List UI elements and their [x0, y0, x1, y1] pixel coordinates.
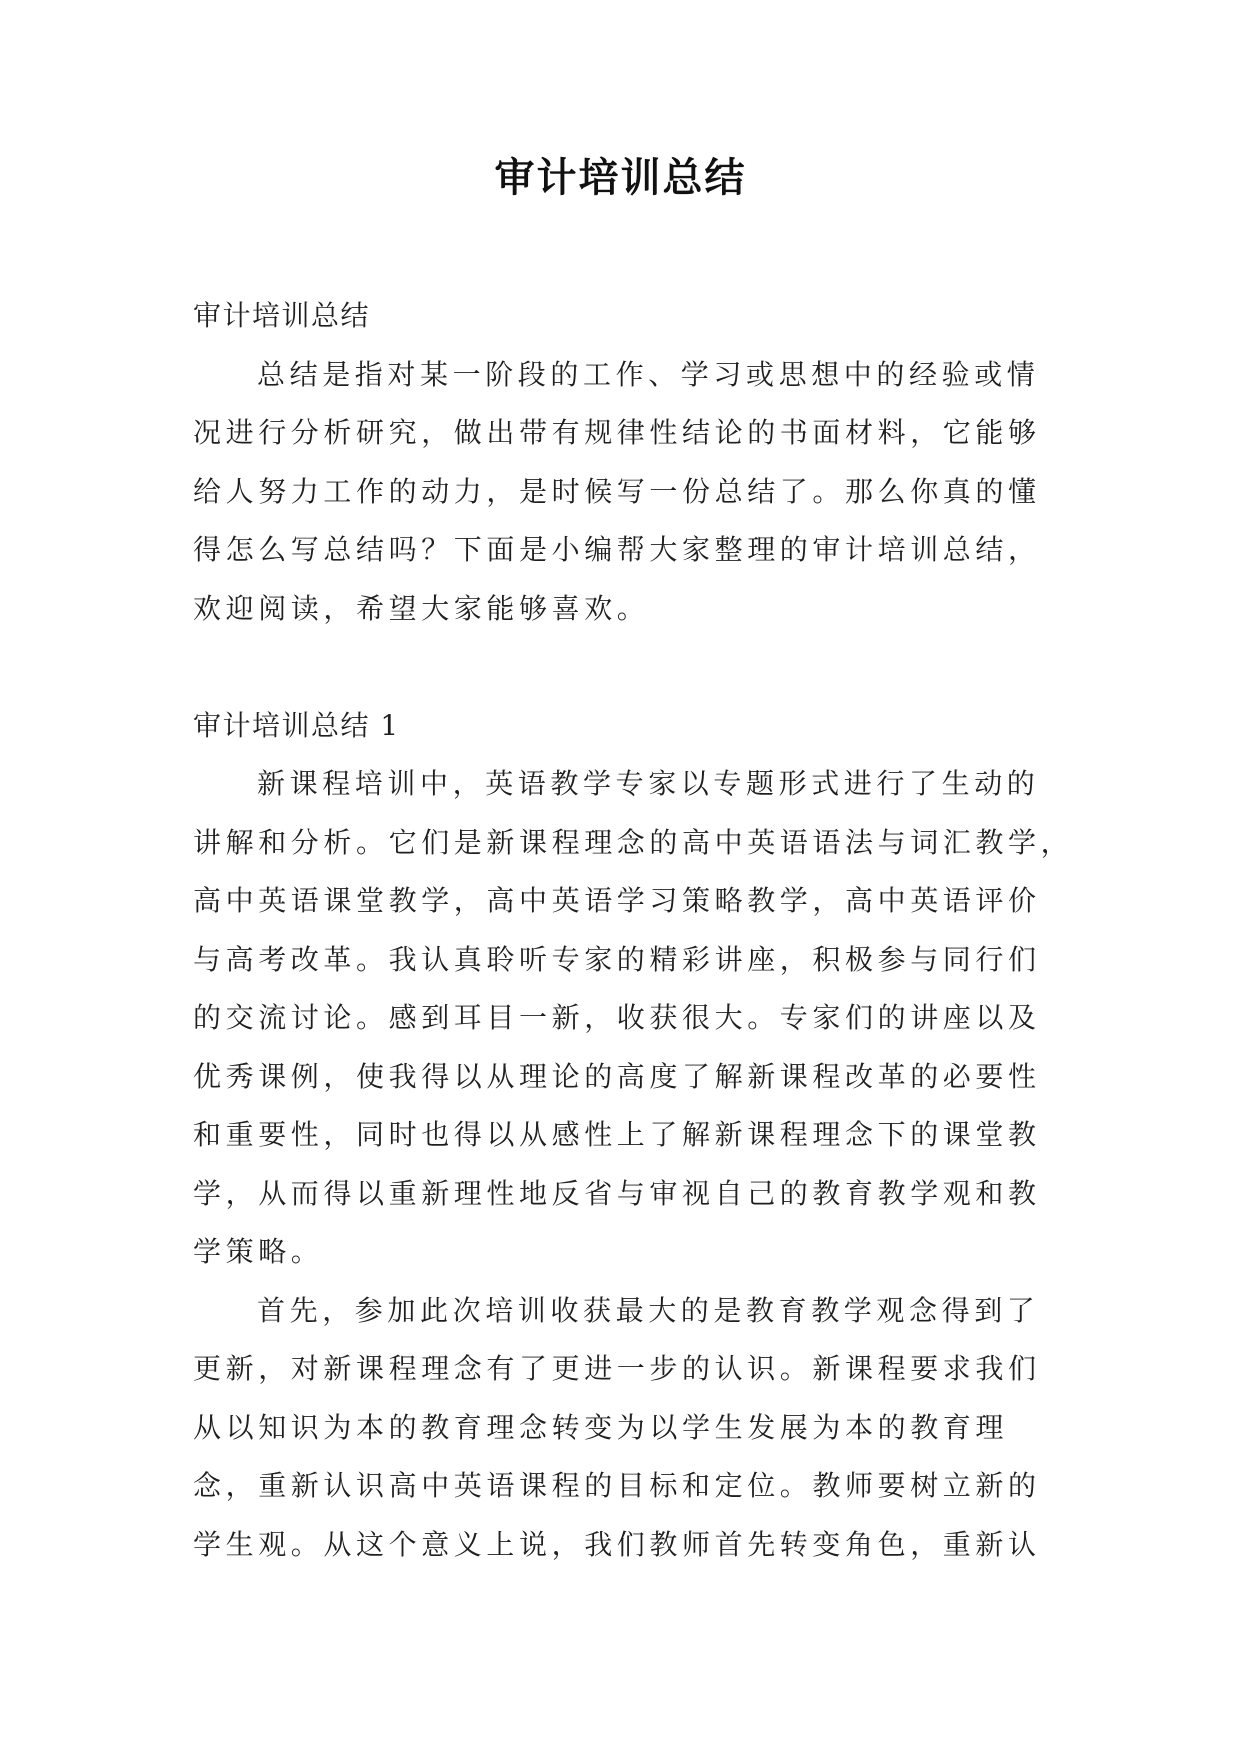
paragraph-2-line: 学生观。从这个意义上说，我们教师首先转变角色，重新认: [193, 1527, 1041, 1561]
document-title: 审计培训总结: [494, 154, 747, 201]
paragraph-1-line: 与高考改革。我认真聆听专家的精彩讲座，积极参与同行们: [193, 942, 1041, 976]
intro-line: 况进行分析研究，做出带有规律性结论的书面材料，它能够: [193, 416, 1041, 449]
paragraph-1-line: 高中英语课堂教学，高中英语学习策略教学，高中英语评价: [193, 884, 1041, 917]
intro-line: 总结是指对某一阶段的工作、学习或思想中的经验或情: [257, 357, 1040, 391]
paragraph-2-line: 从以知识为本的教育理念转变为以学生发展为本的教育理: [193, 1410, 1009, 1444]
blank-line: [193, 638, 1063, 697]
paragraph-1-line: 的交流讨论。感到耳目一新，收获很大。专家们的讲座以及: [193, 1001, 1041, 1034]
intro-line: 欢迎阅读，希望大家能够喜欢。: [193, 591, 650, 625]
paragraph-1-line: 和重要性，同时也得以从感性上了解新课程理念下的课堂教: [193, 1118, 1041, 1151]
paragraph-2-line: 念，重新认识高中英语课程的目标和定位。教师要树立新的: [193, 1469, 1041, 1502]
subtitle: 审计培训总结: [193, 299, 371, 332]
paragraph-2-line: 首先，参加此次培训收获最大的是教育教学观念得到了: [257, 1293, 1040, 1327]
paragraph-2-line: 更新，对新课程理念有了更进一步的认识。新课程要求我们: [193, 1352, 1041, 1385]
intro-line: 得怎么写总结吗？下面是小编帮大家整理的审计培训总结，: [193, 533, 1041, 566]
section-heading: 审计培训总结 1: [193, 708, 400, 742]
paragraph-1-line: 新课程培训中，英语教学专家以专题形式进行了生动的: [257, 767, 1040, 800]
paragraph-1-line: 学策略。: [193, 1235, 324, 1268]
paragraph-1-line: 学，从而得以重新理性地反省与审视自己的教育教学观和教: [193, 1176, 1041, 1210]
intro-line: 给人努力工作的动力，是时候写一份总结了。那么你真的懂: [193, 474, 1041, 508]
document-body: [193, 287, 1074, 1574]
paragraph-1-line: 讲解和分析。它们是新课程理念的高中英语语法与词汇教学，: [193, 825, 1074, 859]
paragraph-1-line: 优秀课例，使我得以从理论的高度了解新课程改革的必要性: [193, 1059, 1041, 1093]
